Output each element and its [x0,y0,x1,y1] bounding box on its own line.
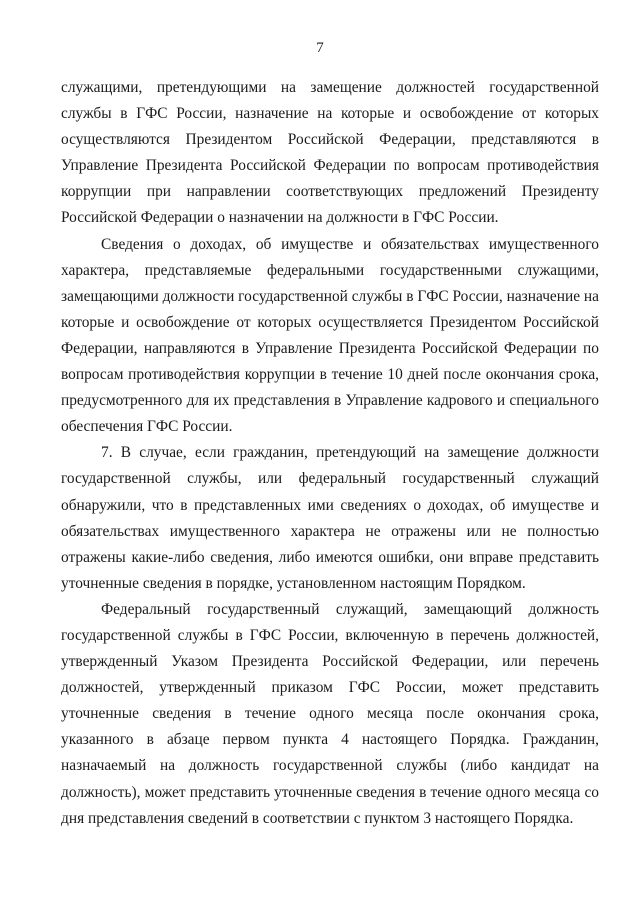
page-number: 7 [316,40,324,56]
document-body [61,75,599,832]
paragraph-1: служащими, претендующими на замещение должностей государственной службы в ГФС России, назначение на которые и освобождение от которых осуществляются Президентом Российской Федерации, представляются в Управление Президента Российской Федерации по вопросам противодействия коррупции при направлении соответствующих предложений Президенту Российской Федерации о назначении на должности в ГФС России. [61,79,599,227]
paragraph-2: Сведения о доходах, об имуществе и обязательствах имущественного характера, представляемые федеральными государственными служащими, замещающими должности государственной службы в ГФС России, назначение на которые и освобождение от которых осуществляется Президентом Российской Федерации, направляются в Управление Президента Российской Федерации по вопросам противодействия коррупции в течение 10 дней после окончания срока, предусмотренного для их представления в Управление кадрового и специального обеспечения ГФС России. [61,235,599,436]
paragraph-4: Федеральный государственный служащий, замещающий должность государственной службы в ГФС России, включенную в перечень должностей, утвержденный Указом Президента Российской Федерации, или перечень должностей, утвержденный приказом ГФС России, может представить уточненные сведения в течение одного месяца после окончания срока, указанного в абзаце первом пункта 4 настоящего Порядка. Гражданин, назначаемый на должность государственной службы (либо кандидат на должность), может представить уточненные сведения в течение одного месяца со дня представления сведений в соответствии с пунктом 3 настоящего Порядка. [61,600,599,827]
paragraph-3: 7. В случае, если гражданин, претендующий на замещение должности государственной службы, или федеральный государственный служащий обнаружили, что в представленных ими сведениях о доходах, об имуществе и обязательствах имущественного характера не отражены или не полностью отражены какие-либо сведения, либо имеются ошибки, они вправе представить уточненные сведения в порядке, установленном настоящим Порядком. [61,444,599,592]
